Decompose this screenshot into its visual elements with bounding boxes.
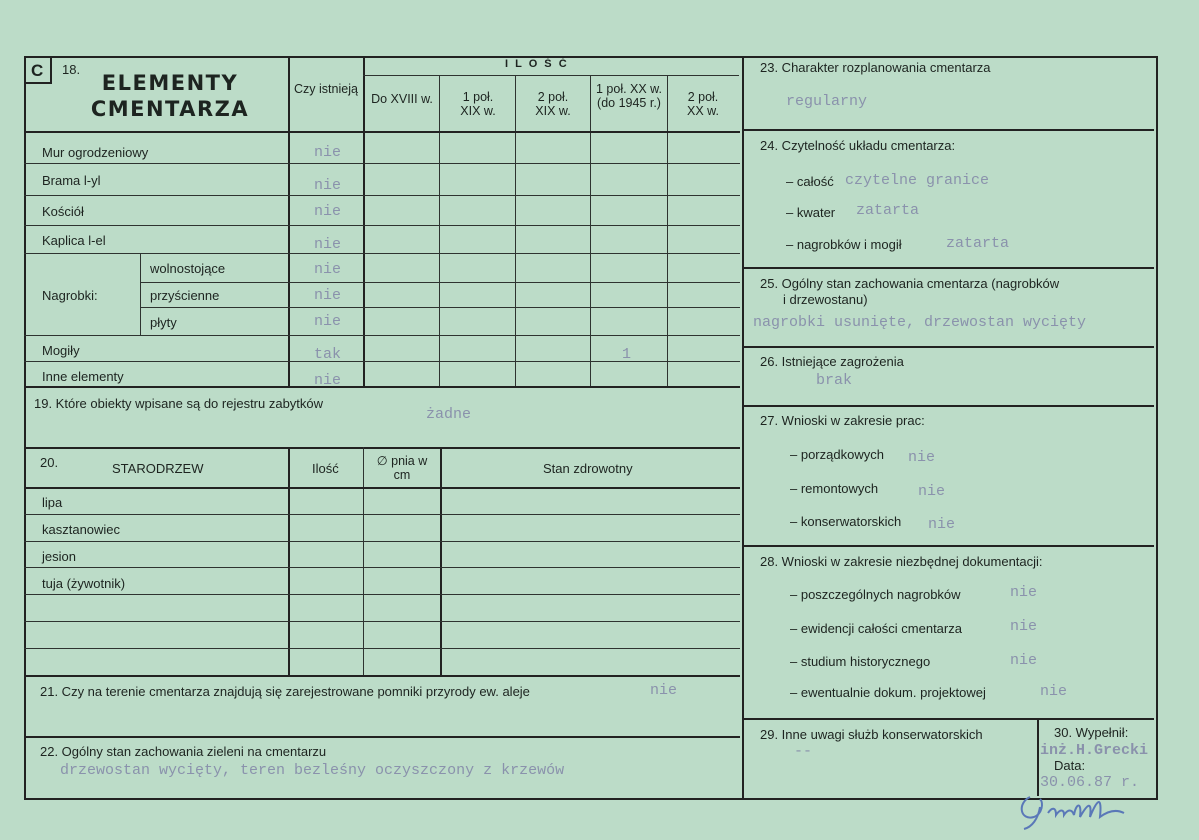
col-health-header: Stan zdrowotny <box>543 461 633 476</box>
s27-item-1-value: nie <box>908 449 936 466</box>
row-label-wolnostojace: wolnostojące <box>150 261 226 276</box>
col-exists-header: Czy istnieją <box>294 82 358 96</box>
s28-item-2-label: – ewidencji całości cmentarza <box>790 621 962 636</box>
section-21-value: nie <box>650 682 678 699</box>
s24-item-2-label: – kwater <box>786 205 836 220</box>
row-value-mur: nie <box>314 144 342 161</box>
col-qty-header: Ilość <box>312 461 339 476</box>
s27-item-2-label: – remontowych <box>790 481 879 496</box>
s28-item-1-value: nie <box>1010 584 1038 601</box>
row-label-mogily: Mogiły <box>42 343 80 358</box>
row-label-inne: Inne elementy <box>42 369 124 384</box>
row-value-kosciol: nie <box>314 203 342 220</box>
s24-item-2-value: zatarta <box>856 202 920 219</box>
period-header-5: 2 poł. XX w. <box>687 90 719 118</box>
section-30-name: inż.H.Grecki <box>1040 742 1149 759</box>
title-line-2: CMENTARZA <box>90 97 250 121</box>
s28-item-1-label: – poszczególnych nagrobków <box>790 587 961 602</box>
row-value-brama: nie <box>314 177 342 194</box>
s27-item-2-value: nie <box>918 483 946 500</box>
period-header-4: 1 poł. XX w. (do 1945 r.) <box>595 82 662 110</box>
row-label-brama: Brama l-yl <box>42 173 101 188</box>
s27-item-3-label: – konserwatorskich <box>790 514 902 529</box>
section-28-label: 28. Wnioski w zakresie niezbędnej dokumentacji: <box>760 554 1043 569</box>
signature-mark <box>1012 783 1162 831</box>
s28-item-2-value: nie <box>1010 618 1038 635</box>
s27-item-3-value: nie <box>928 516 956 533</box>
s28-item-3-value: nie <box>1010 652 1038 669</box>
period-header-1: Do XVIII w. <box>371 92 433 106</box>
row-value-plyty: nie <box>314 313 342 330</box>
period-header-3: 2 poł. XIX w. <box>535 90 571 118</box>
section-26-value: brak <box>816 372 853 389</box>
s27-item-1-label: – porządkowych <box>790 447 884 462</box>
tree-kasztanowiec: kasztanowiec <box>42 522 121 537</box>
row-label-przyscienne: przyścienne <box>150 288 220 303</box>
tree-jesion: jesion <box>42 549 76 564</box>
section-25-label-1: 25. Ogólny stan zachowania cmentarza (nagrobków <box>760 276 1060 291</box>
s24-item-3-value: zatarta <box>946 235 1010 252</box>
row-value-kaplica: nie <box>314 236 342 253</box>
row-label-mur: Mur ogrodzeniowy <box>42 145 149 160</box>
s24-item-3-label: – nagrobków i mogił <box>786 237 902 252</box>
s24-item-1-value: czytelne granice <box>845 172 990 189</box>
section-c-letter: C <box>31 61 44 80</box>
section-27-label: 27. Wnioski w zakresie prac: <box>760 413 925 428</box>
section-25-value: nagrobki usunięte, drzewostan wycięty <box>753 314 1087 331</box>
row-value-przyscienne: nie <box>314 287 342 304</box>
section-23-label: 23. Charakter rozplanowania cmentarza <box>760 60 991 75</box>
section-20-number: 20. <box>40 455 59 470</box>
s28-item-3-label: – studium historycznego <box>790 654 931 669</box>
row-label-plyty: płyty <box>150 315 177 330</box>
section-19-value: żadne <box>426 406 472 423</box>
section-20-title: STARODRZEW <box>112 461 204 476</box>
section-21-label: 21. Czy na terenie cmentarza znajdują się zarejestrowane pomniki przyrody ew. aleje <box>40 684 530 699</box>
section-18-number: 18. <box>62 62 81 77</box>
section-22-label: 22. Ogólny stan zachowania zieleni na cmentarzu <box>40 744 327 759</box>
row-label-kaplica: Kaplica l-el <box>42 233 106 248</box>
section-23-value: regularny <box>786 93 868 110</box>
section-29-label: 29. Inne uwagi służb konserwatorskich <box>760 727 983 742</box>
nagrobki-label: Nagrobki: <box>42 288 98 303</box>
row-value-mogily-qty: 1 <box>622 346 632 363</box>
section-18-title <box>80 70 260 122</box>
row-value-wolnostojace: nie <box>314 261 342 278</box>
s24-item-1-label: – całość <box>786 174 834 189</box>
section-25-label-2: i drzewostanu) <box>783 292 868 307</box>
ilosc-header: I L O Ś Ć <box>505 58 569 70</box>
tree-lipa: lipa <box>42 495 63 510</box>
section-30-label: 30. Wypełnił: <box>1054 725 1129 740</box>
row-label-kosciol: Kościół <box>42 204 84 219</box>
section-26-label: 26. Istniejące zagrożenia <box>760 354 904 369</box>
section-19-label: 19. Które obiekty wpisane są do rejestru zabytków <box>34 396 324 411</box>
title-line-1: ELEMENTY <box>101 71 239 95</box>
row-value-mogily: tak <box>314 346 342 363</box>
s28-item-4-value: nie <box>1040 683 1068 700</box>
period-header-2: 1 poł. XIX w. <box>460 90 496 118</box>
section-22-value: drzewostan wycięty, teren bezleśny oczyszczony z krzewów <box>60 762 565 779</box>
row-value-inne: nie <box>314 372 342 386</box>
col-diam-header: ∅ pnia w cm <box>376 454 428 482</box>
section-29-value: -- <box>794 743 813 760</box>
section-30-date-label: Data: <box>1054 758 1086 773</box>
section-24-label: 24. Czytelność układu cmentarza: <box>760 138 956 153</box>
tree-tuja: tuja (żywotnik) <box>42 576 126 591</box>
s28-item-4-label: – ewentualnie dokum. projektowej <box>790 685 986 700</box>
section-30-date: 30.06.87 r. <box>1040 774 1140 791</box>
